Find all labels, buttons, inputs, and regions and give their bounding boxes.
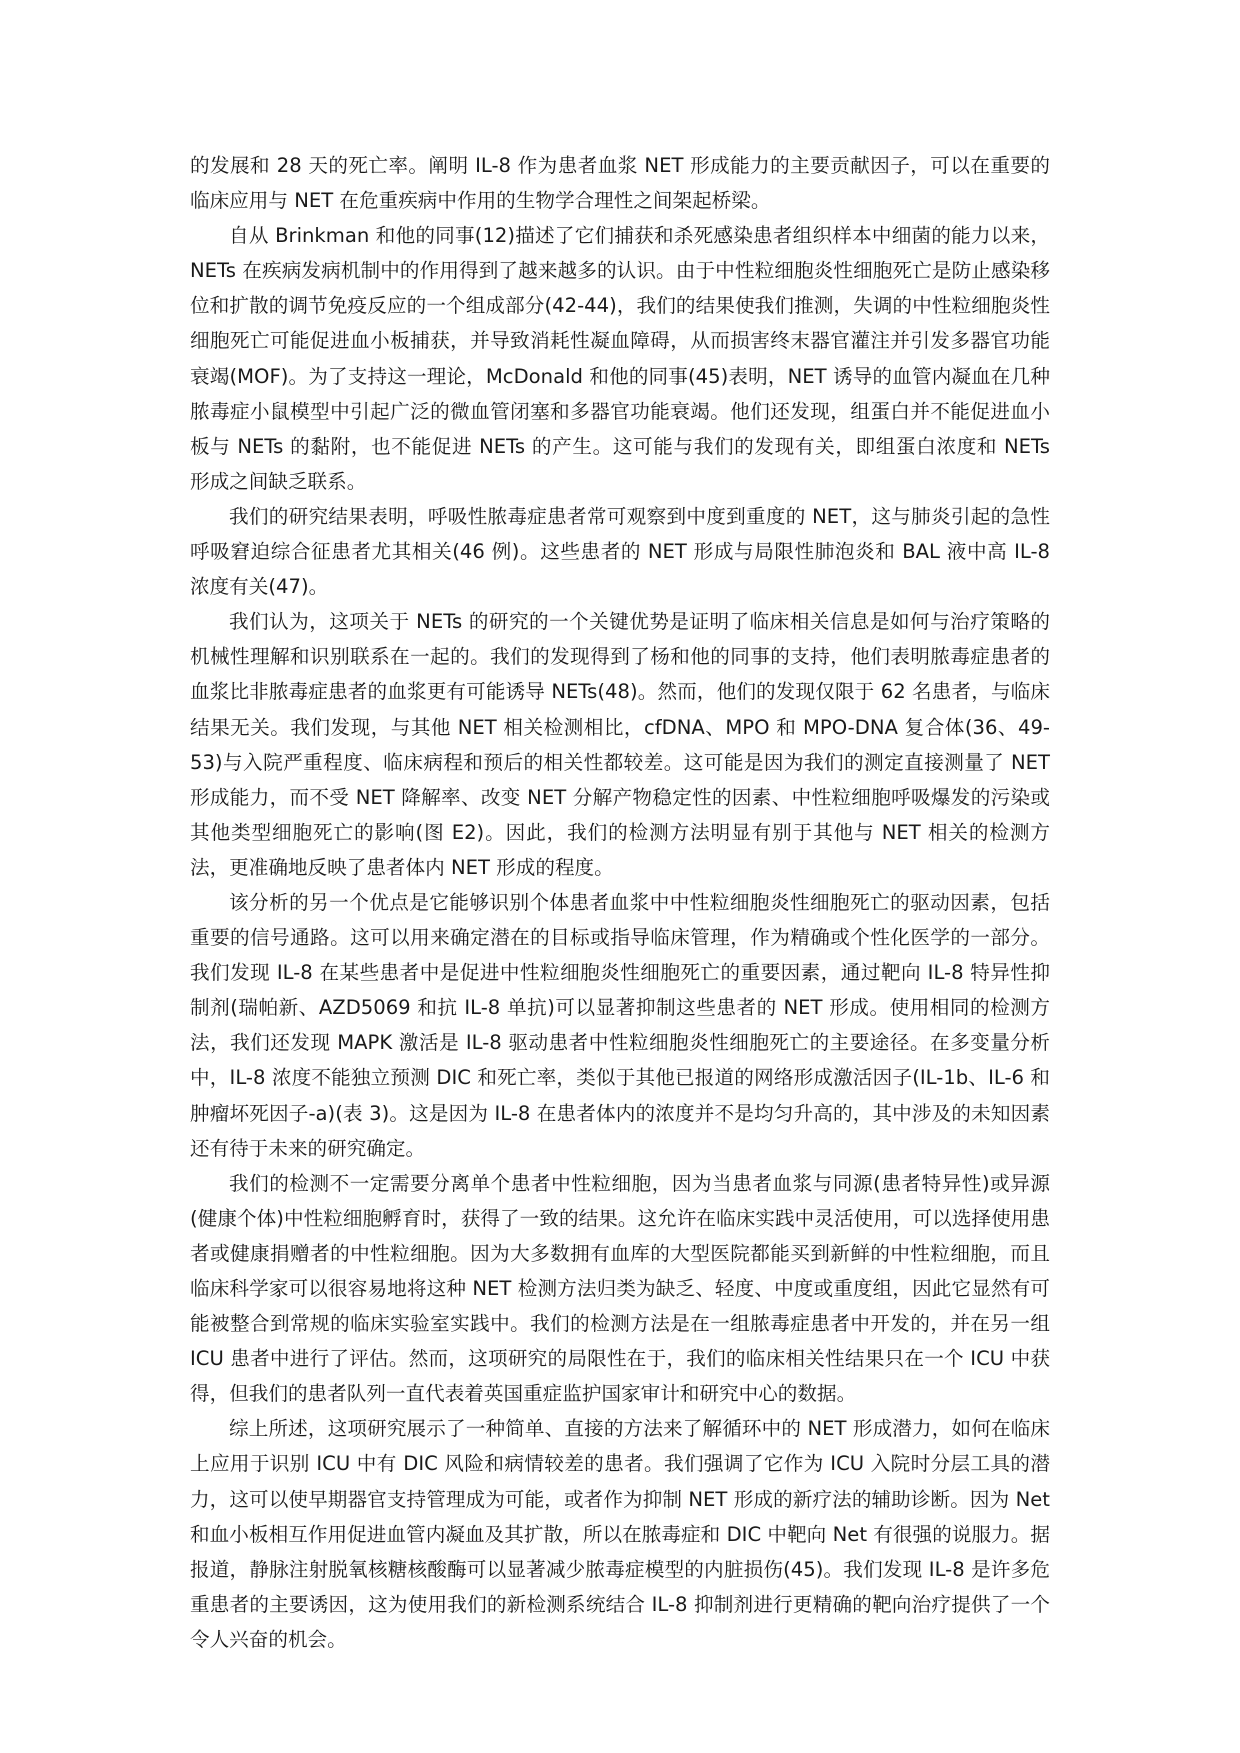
paragraph-respiratory-sepsis: 我们的研究结果表明，呼吸性脓毒症患者常可观察到中度到重度的 NET，这与肺炎引起的急性呼吸窘迫综合征患者尤其相关(46 例)。这些患者的 NET 形成与局限性肺泡炎和 BAL 液中高 IL-8 浓度有关(47)。 bbox=[190, 504, 1050, 599]
paragraph-signaling-pathways: 该分析的另一个优点是它能够识别个体患者血浆中中性粒细胞炎性细胞死亡的驱动因素，包括重要的信号通路。这可以用来确定潜在的目标或指导临床管理，作为精确或个性化医学的一部分。我们发现 IL-8 在某些患者中是促进中性粒细胞炎性细胞死亡的重要因素，通过靶向 IL-8 特异性抑制剂(瑞帕新、AZD5069 和抗 IL-8 单抗)可以显著抑制这些患者的 NET 形成。使用相同的检测方法，我们还发现 MAPK 激活是 IL-8 驱动患者中性粒细胞炎性细胞死亡的主要途径。在多变量分析中，IL-8 浓度不能独立预测 DIC 和死亡率，类似于其他已报道的网络形成激活因子(IL-1b、IL-6 和肿瘤坏死因子-a)(表 3)。这是因为 IL-8 在患者体内的浓度并不是均匀升高的，其中涉及的未知因素还有待于未来的研究确定。 bbox=[190, 890, 1050, 1160]
paragraph-nets-pathogenesis: 自从 Brinkman 和他的同事(12)描述了它们捕获和杀死感染患者组织样本中细菌的能力以来，NETs 在疾病发病机制中的作用得到了越来越多的认识。由于中性粒细胞炎性细胞死亡是防止感染移位和扩散的调节免疫反应的一个组成部分(42-44)，我们的结果使我们推测，失调的中性粒细胞炎性细胞死亡可能促进血小板捕获，并导致消耗性凝血障碍，从而损害终末器官灌注并引发多器官功能衰竭(MOF)。为了支持这一理论，McDonald 和他的同事(45)表明，NET 诱导的血管内凝血在几种脓毒症小鼠模型中引起广泛的微血管闭塞和多器官功能衰竭。他们还发现，组蛋白并不能促进血小板与 NETs 的黏附，也不能促进 NETs 的产生。这可能与我们的发现有关，即组蛋白浓度和 NETs 形成之间缺乏联系。 bbox=[190, 224, 1050, 493]
paragraph-assay-flexibility: 我们的检测不一定需要分离单个患者中性粒细胞，因为当患者血浆与同源(患者特异性)或异源(健康个体)中性粒细胞孵育时，获得了一致的结果。这允许在临床实践中灵活使用，可以选择使用患者或健康捐赠者的中性粒细胞。因为大多数拥有血库的大型医院都能买到新鲜的中性粒细胞，而且临床科学家可以很容易地将这种 NET 检测方法归类为缺乏、轻度、中度或重度组，因此它显然有可能被整合到常规的临床实验室实践中。我们的检测方法是在一组脓毒症患者中开发的，并在另一组 ICU 患者中进行了评估。然而，这项研究的局限性在于，我们的临床相关性结果只在一个 ICU 中获得，但我们的患者队列一直代表着英国重症监护国家审计和研究中心的数据。 bbox=[190, 1171, 1050, 1406]
paragraph-continuation: 的发展和 28 天的死亡率。阐明 IL-8 作为患者血浆 NET 形成能力的主要贡献因子，可以在重要的临床应用与 NET 在危重疾病中作用的生物学合理性之间架起桥梁。 bbox=[190, 154, 1050, 213]
paragraph-conclusion: 综上所述，这项研究展示了一种简单、直接的方法来了解循环中的 NET 形成潜力，如何在临床上应用于识别 ICU 中有 DIC 风险和病情较差的患者。我们强调了它作为 ICU 入院时分层工具的潜力，这可以使早期器官支持管理成为可能，或者作为抑制 NET 形成的新疗法的辅助诊断。因为 Net 和血小板相互作用促进血管内凝血及其扩散，所以在脓毒症和 DIC 中靶向 Net 有很强的说服力。据报道，静脉注射脱氧核糖核酸酶可以显著减少脓毒症模型的内脏损伤(45)。我们发现 IL-8 是许多危重患者的主要诱因，这为使用我们的新检测系统结合 IL-8 抑制剂进行更精确的靶向治疗提供了一个令人兴奋的机会。 bbox=[190, 1417, 1050, 1651]
paragraph-key-advantage: 我们认为，这项关于 NETs 的研究的一个关键优势是证明了临床相关信息是如何与治疗策略的机械性理解和识别联系在一起的。我们的发现得到了杨和他的同事的支持，他们表明脓毒症患者的血浆比非脓毒症患者的血浆更有可能诱导 NETs(48)。然而，他们的发现仅限于 62 名患者，与临床结果无关。我们发现，与其他 NET 相关检测相比，cfDNA、MPO 和 MPO-DNA 复合体(36、49-53)与入院严重程度、临床病程和预后的相关性都较差。这可能是因为我们的测定直接测量了 NET 形成能力，而不受 NET 降解率、改变 NET 分解产物稳定性的因素、中性粒细胞呼吸爆发的污染或其他类型细胞死亡的影响(图 E2)。因此，我们的检测方法明显有别于其他与 NET 相关的检测方法，更准确地反映了患者体内 NET 形成的程度。 bbox=[190, 610, 1050, 879]
